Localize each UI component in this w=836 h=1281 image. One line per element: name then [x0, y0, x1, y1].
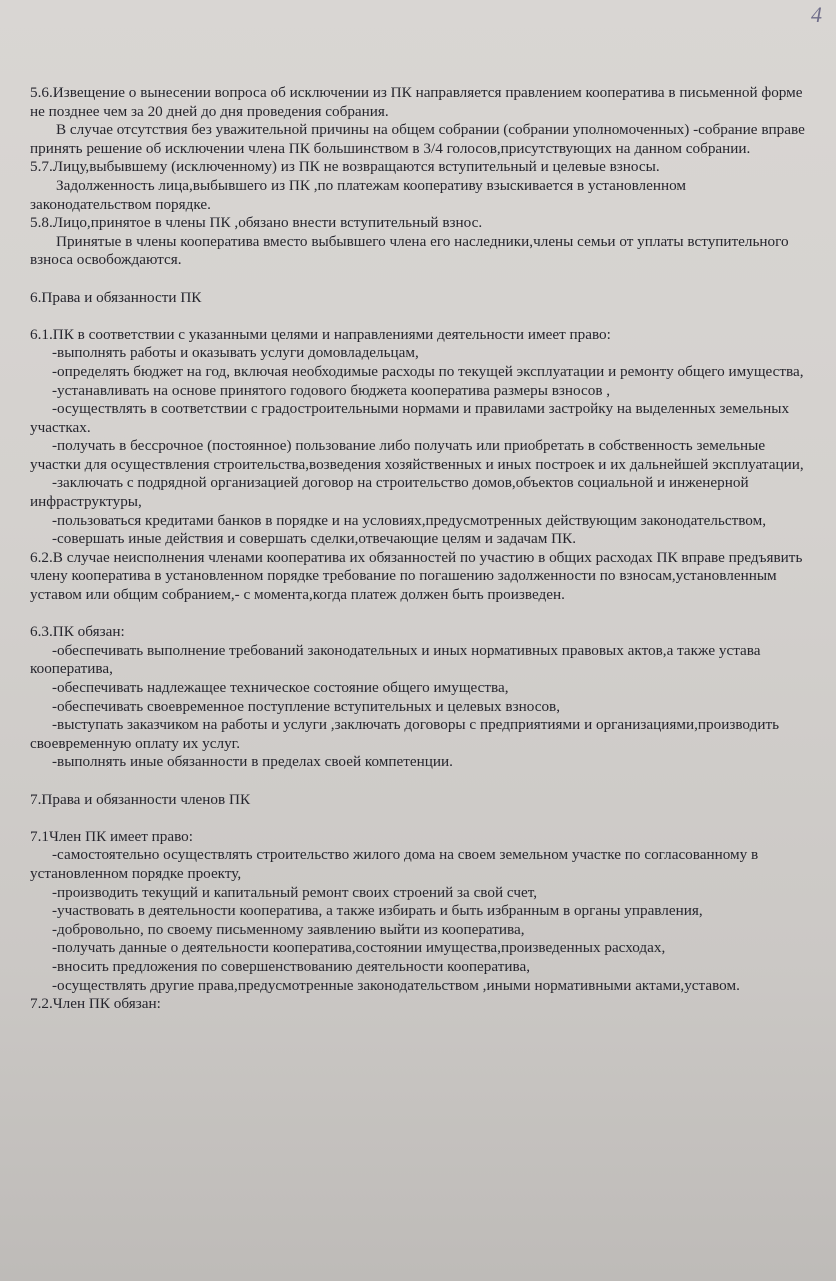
clause-6-3-item: -обеспечивать своевременное поступление вступительных и целевых взносов,: [52, 697, 561, 715]
document-body: [30, 84, 808, 1014]
clause-7-1-item: -самостоятельно осуществлять строительство жилого дома на своем земельном участке по согласованному в установленном порядке проекту,: [30, 846, 759, 882]
clause-7-1: 7.1Член ПК имеет право:: [30, 827, 193, 845]
section-6-heading: 6.Права и обязанности ПК: [30, 288, 202, 306]
clause-5-7: 5.7.Лицу,выбывшему (исключенному) из ПК не возвращаются вступительный и целевые взносы.: [30, 158, 660, 176]
clause-6-3-item: -обеспечивать надлежащее техническое состояние общего имущества,: [52, 679, 509, 696]
clause-6-1-item: -заключать с подрядной организацией договор на строительство домов,объектов социальной и инженерной инфраструктуры,: [30, 474, 749, 511]
page-number: 4: [811, 2, 822, 27]
clause-6-2: 6.2.В случае неисполнения членами кооператива их обязанностей по участию в общих расходах ПК вправе предъявить члену кооператива в установленном порядке требование по погашению задолженности по взносам,установленным уставом или общим собранием,- с момента,когда платеж должен быть произведен.: [30, 548, 803, 604]
spacer: [30, 605, 808, 624]
clause-6-3-item: -обеспечивать выполнение требований законодательных и иных нормативных правовых актов,а также устава кооператива,: [30, 641, 761, 678]
clause-6-1-item: -пользоваться кредитами банков в порядке и на условиях,предусмотренных действующим законодательством,: [52, 511, 767, 529]
clause-7-2: 7.2.Член ПК обязан:: [30, 995, 161, 1013]
clause-7-1-item: -получать данные о деятельности кооператива,состоянии имущества,произведенных расходах,: [52, 939, 666, 957]
clause-6-1-item: -устанавливать на основе принятого годового бюджета кооператива размеры взносов ,: [52, 381, 611, 399]
section-7-heading: 7.Права и обязанности членов ПК: [30, 790, 251, 808]
clause-6-1-item: -определять бюджет на год, включая необходимые расходы по текущей эксплуатации и ремонту общего имущества,: [52, 362, 804, 380]
clause-5-8: 5.8.Лицо,принятое в члены ПК ,обязано внести вступительный взнос.: [30, 214, 483, 232]
clause-7-1-item: -осуществлять другие права,предусмотренные законодательством ,иными нормативными актами,уставом.: [52, 976, 740, 994]
clause-5-7-text: Задолженность лица,выбывшего из ПК ,по платежам кооперативу взыскивается в установленном законодательством порядке.: [30, 176, 687, 213]
clause-6-3: 6.3.ПК обязан:: [30, 623, 125, 641]
clause-6-3-item: -выполнять иные обязанности в пределах своей компетенции.: [52, 753, 453, 771]
clause-7-1-item: -участвовать в деятельности кооператива, а также избирать и быть избранным в органы управления,: [52, 902, 703, 920]
clause-7-1-item: -производить текущий и капитальный ремонт своих строений за свой счет,: [52, 883, 537, 901]
clause-5-8-text: Принятые в члены кооператива вместо выбывшего члена его наследники,члены семьи от уплаты вступительного взноса освобождаются.: [30, 232, 789, 269]
clause-6-1-item: -совершать иные действия и совершать сделки,отвечающие целям и задачам ПК.: [52, 530, 577, 548]
clause-7-1-item: -добровольно, по своему письменному заявлению выйти из кооператива,: [52, 920, 525, 938]
clause-6-1-item: -выполнять работы и оказывать услуги домовладельцам,: [52, 344, 419, 362]
clause-7-1-item: -вносить предложения по совершенствованию деятельности кооператива,: [52, 957, 531, 975]
clause-6-3-item: -выступать заказчиком на работы и услуги ,заключать договоры с предприятиями и организациями,производить своевременную оплату их услуг.: [30, 716, 780, 752]
clause-5-6-text: В случае отсутствия без уважительной причины на общем собрании (собрании уполномоченных) -собрание вправе принять решение об исключении члена ПК большинством в 3/4 голосов,присутствующих на данном собрании.: [30, 121, 805, 157]
clause-5-6: 5.6.Извещение о вынесении вопроса об исключении из ПК направляется правлением кооператива в письменной форме не позднее чем за 20 дней до дня проведения собрания.: [30, 84, 803, 120]
clause-6-1-item: -получать в бессрочное (постоянное) пользование либо получать или приобретать в собственность земельные участки для осуществления строительства,возведения хозяйственных и иных построек и их дальнейшей эксплуатации,: [30, 437, 804, 473]
clause-6-1-item: -осуществлять в соответствии с градостроительными нормами и правилами застройку на выделенных земельных участках.: [30, 400, 790, 436]
clause-6-1: 6.1.ПК в соответствии с указанными целями и направлениями деятельности имеет право:: [30, 325, 611, 343]
